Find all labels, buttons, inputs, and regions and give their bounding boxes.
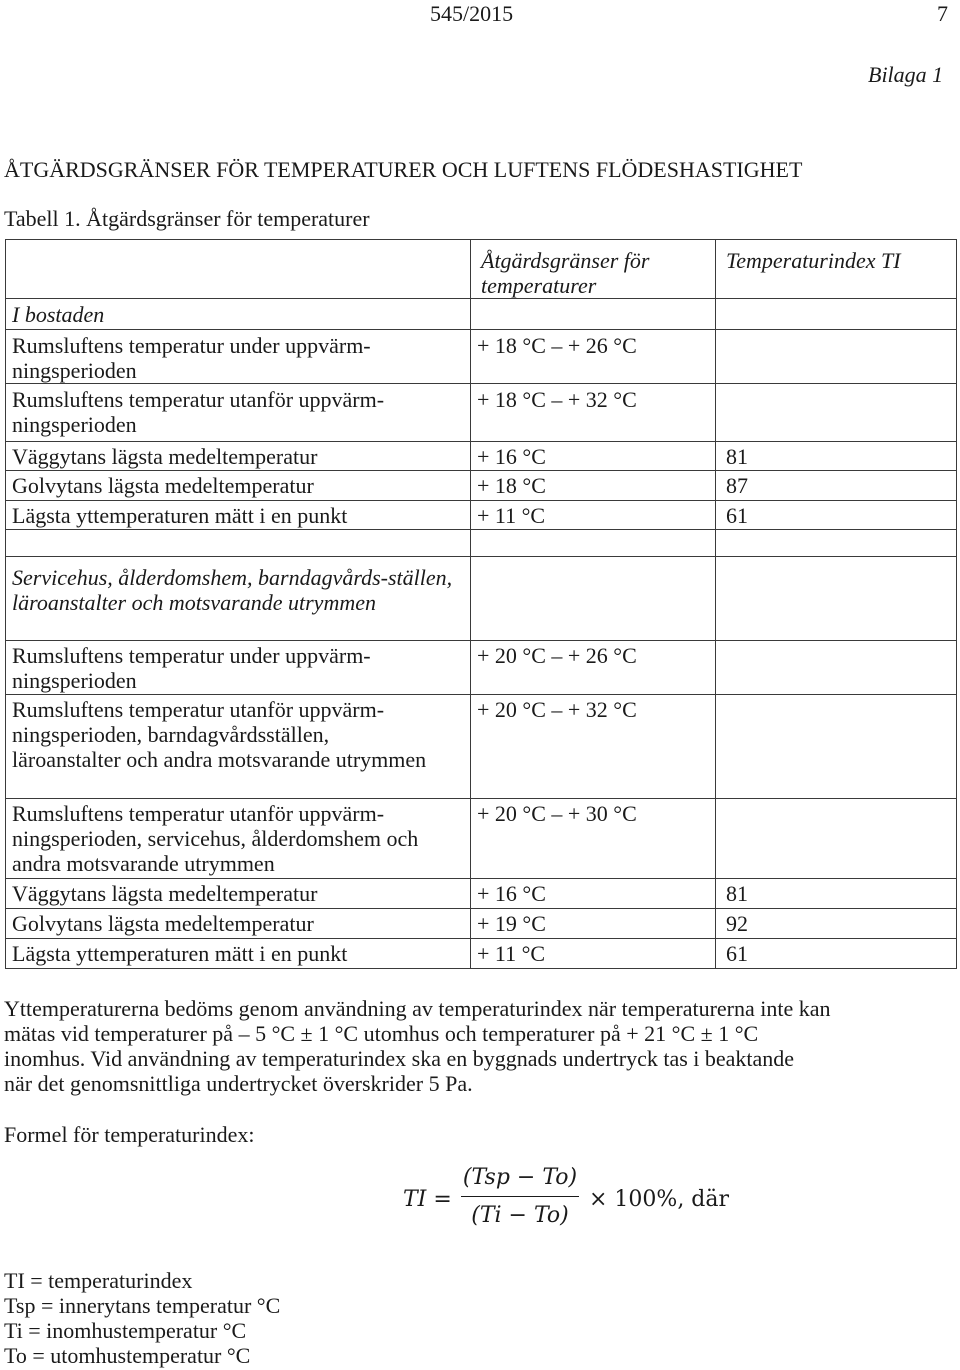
table-row [6,879,957,909]
row-limit: + 20 °C – + 32 °C [471,695,716,799]
row-limit: + 20 °C – + 30 °C [471,799,716,879]
table-header-row [6,240,957,299]
table-row [6,442,957,471]
table-row [6,939,957,969]
row-ti: 92 [716,909,957,939]
row-ti: 81 [716,442,957,471]
definition-ti-indoor: Ti = inomhustemperatur °C [4,1318,247,1343]
section-title-row [6,299,957,330]
table-row [6,384,957,442]
table-row [6,799,957,879]
table-row [6,909,957,939]
page-heading: ÅTGÄRDSGRÄNSER FÖR TEMPERATURER OCH LUFTENS FLÖDESHASTIGHET [4,157,803,182]
table-title: Tabell 1. Åtgärdsgränser för temperaturer [4,206,370,231]
row-label: Rumsluftens temperatur utanför uppvärm-ningsperioden, servicehus, ålderdomshem och andra motsvarande utrymmen [6,799,471,879]
row-ti: 87 [716,471,957,501]
row-label: Rumsluftens temperatur under uppvärm-ningsperioden [6,641,471,695]
formula-numerator: (Tsp − To) [462,1165,578,1190]
temperature-table-dwelling [5,239,957,530]
row-limit: + 18 °C [471,471,716,501]
paragraph-line: Yttemperaturerna bedöms genom användning av temperaturindex när temperaturerna inte kan [4,996,831,1021]
row-limit: + 18 °C – + 26 °C [471,330,716,384]
row-label: Golvytans lägsta medeltemperatur [6,909,471,939]
definition-tsp: Tsp = innerytans temperatur °C [4,1293,281,1318]
formula-denominator: (Ti − To) [471,1203,569,1228]
row-limit: + 11 °C [471,501,716,530]
table-row [6,501,957,530]
row-limit: + 20 °C – + 26 °C [471,641,716,695]
section-title: Servicehus, ålderdomshem, barndagvårds-ställen, läroanstalter och motsvarande utrymmen [6,557,471,641]
temperature-table-service [5,529,957,969]
section-title-row [6,557,957,641]
row-label: Väggytans lägsta medeltemperatur [6,442,471,471]
row-ti: 81 [716,879,957,909]
table-row [6,330,957,384]
header-ti: Temperaturindex TI [716,240,957,299]
spacer-row [6,530,957,557]
table-row [6,695,957,799]
row-label: Rumsluftens temperatur under uppvärm-ningsperioden [6,330,471,384]
row-label: Väggytans lägsta medeltemperatur [6,879,471,909]
row-ti: 61 [716,939,957,969]
row-limit: + 11 °C [471,939,716,969]
row-limit: + 19 °C [471,909,716,939]
formula-label: Formel för temperaturindex: [4,1122,255,1147]
row-label: Rumsluftens temperatur utanför uppvärm-ningsperioden [6,384,471,442]
page-number: 7 [937,1,948,26]
header-limits: Åtgärdsgränser för temperaturer [471,240,716,299]
definition-ti: TI = temperaturindex [4,1268,193,1293]
formula-lhs: TI = [403,1187,452,1212]
table-row [6,471,957,501]
row-ti: 61 [716,501,957,530]
header-empty-cell [6,240,471,299]
fraction-bar [461,1196,579,1197]
row-label: Rumsluftens temperatur utanför uppvärm-ningsperioden, barndagvårdsställen, läroanstalter och andra motsvarande utrymmen [6,695,471,799]
row-label: Golvytans lägsta medeltemperatur [6,471,471,501]
paragraph-line: mätas vid temperaturer på – 5 °C ± 1 °C utomhus och temperaturer på + 21 °C ± 1 °C [4,1021,759,1046]
section-title: I bostaden [6,299,471,330]
formula-rhs: × 100%, där [589,1187,730,1212]
paragraph-line: när det genomsnittliga undertrycket överskrider 5 Pa. [4,1071,473,1096]
table-row [6,641,957,695]
row-limit: + 16 °C [471,442,716,471]
definition-to: To = utomhustemperatur °C [4,1343,251,1368]
annex-label: Bilaga 1 [868,62,944,87]
row-limit: + 18 °C – + 32 °C [471,384,716,442]
row-label: Lägsta yttemperaturen mätt i en punkt [6,501,471,530]
paragraph-line: inomhus. Vid användning av temperaturindex ska en byggnads undertryck tas i beaktande [4,1046,795,1071]
row-label: Lägsta yttemperaturen mätt i en punkt [6,939,471,969]
row-limit: + 16 °C [471,879,716,909]
document-number: 545/2015 [430,1,514,26]
